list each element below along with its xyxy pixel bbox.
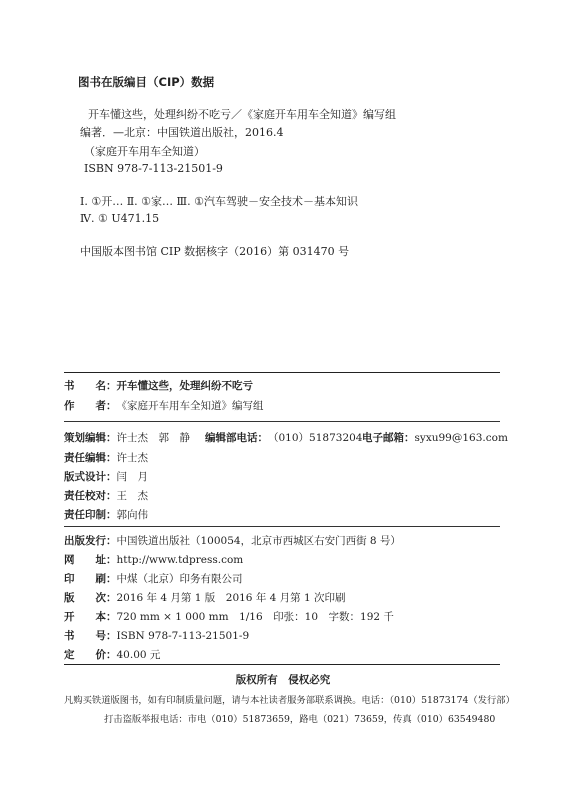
website-label: 网 址：	[64, 554, 117, 566]
piracy-report: 打击盗版举报电话：市电（010）51873659，路电（021）73659，传真（010）63549480	[104, 714, 496, 725]
printer-label: 印 刷：	[64, 573, 117, 585]
responsible-editor-value: 许士杰	[116, 452, 148, 464]
proofreader-row	[64, 488, 148, 503]
proofreader-value: 王 杰	[116, 490, 148, 502]
email-value: syxu99@163.com	[414, 432, 508, 444]
responsible-editor-label: 责任编辑：	[64, 452, 117, 464]
publisher-value: 中国铁道出版社（100054，北京市西城区右安门西街 8 号）	[116, 535, 401, 547]
planning-editor-label: 策划编辑：	[64, 432, 117, 444]
divider-publication	[64, 526, 500, 527]
proofreader-label: 责任校对：	[64, 490, 117, 502]
cip-line-data-number: 中国版本图书馆 CIP 数据核字（2016）第 031470 号	[80, 245, 350, 258]
publisher-row	[64, 533, 401, 548]
editorial-phone-label: 编辑部电话：	[205, 432, 268, 444]
website-value: http://www.tdpress.com	[116, 554, 244, 566]
planning-editor-value: 许士杰 郭 静	[116, 432, 190, 444]
cip-line-classification: Ⅰ. ①开… Ⅱ. ①家… Ⅲ. ①汽车驾驶－安全技术－基本知识	[80, 195, 358, 208]
divider-editors	[64, 421, 500, 422]
format-value: 720 mm × 1 000 mm 1/16 印张：10 字数：192 千	[116, 611, 394, 623]
planning-editor-row	[64, 430, 190, 445]
email-row	[362, 430, 508, 445]
printer-value: 中煤（北京）印务有限公司	[116, 573, 243, 585]
cip-line-publisher: 编著．—北京：中国铁道出版社，2016.4	[80, 126, 284, 139]
layout-design-label: 版式设计：	[64, 471, 117, 483]
price-label: 定 价：	[64, 649, 117, 661]
author-row	[64, 398, 264, 413]
price-value: 40.00 元	[116, 649, 161, 661]
book-title-row	[64, 378, 253, 393]
cip-line-class-number: Ⅳ. ① U471.15	[80, 212, 160, 225]
cip-heading: 图书在版编目（CIP）数据	[78, 75, 215, 89]
divider-top	[64, 372, 500, 373]
website-row	[64, 552, 243, 567]
format-row	[64, 609, 394, 624]
editorial-phone-value: （010）51873204	[268, 432, 363, 444]
book-number-row	[64, 628, 249, 643]
book-number-label: 书 号：	[64, 630, 117, 642]
edition-value: 2016 年 4 月第 1 版 2016 年 4 月第 1 次印刷	[116, 592, 346, 604]
book-title-label: 书 名：	[64, 380, 117, 392]
quality-notice: 凡购买铁道版图书，如有印制质量问题，请与本社读者服务部联系调换。电话：（010）51873174（发行部）	[64, 695, 515, 706]
copyright-notice: 版权所有 侵权必究	[235, 674, 331, 686]
cip-line-title: 开车懂这些，处理纠纷不吃亏／《家庭开车用车全知道》编写组	[88, 108, 396, 121]
print-manager-label: 责任印制：	[64, 509, 117, 521]
cip-line-isbn: ISBN 978-7-113-21501-9	[84, 162, 223, 175]
cip-line-series: （家庭开车用车全知道）	[84, 145, 205, 158]
email-label: 电子邮箱：	[362, 432, 415, 444]
book-title-value: 开车懂这些，处理纠纷不吃亏	[116, 380, 253, 392]
edition-row	[64, 590, 346, 605]
edition-label: 版 次：	[64, 592, 117, 604]
divider-footer	[64, 664, 500, 665]
print-manager-value: 郭向伟	[116, 509, 148, 521]
responsible-editor-row	[64, 450, 148, 465]
format-label: 开 本：	[64, 611, 117, 623]
print-manager-row	[64, 507, 148, 522]
author-value: 《家庭开车用车全知道》编写组	[116, 400, 264, 412]
printer-row	[64, 571, 243, 586]
publisher-label: 出版发行：	[64, 535, 117, 547]
book-number-value: ISBN 978-7-113-21501-9	[116, 630, 250, 642]
layout-design-row	[64, 469, 148, 484]
layout-design-value: 闫 月	[116, 471, 148, 483]
price-row	[64, 647, 160, 662]
editorial-phone-row	[205, 430, 363, 445]
author-label: 作 者：	[64, 400, 117, 412]
